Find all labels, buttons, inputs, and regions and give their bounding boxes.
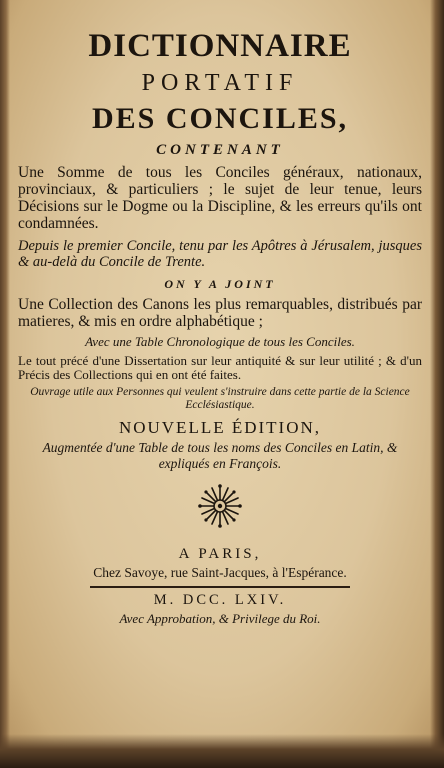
imprint-privilege: Avec Approbation, & Privilege du Roi. — [119, 611, 321, 626]
description-paragraph: Une Somme de tous les Conciles généraux, nationaux, provinciaux, & particuliers ; le sujet de leur tenue, leurs Décisions sur le Dogme ou la Discipline, & les erreurs qu'ils ont condamnées. — [18, 164, 422, 232]
page-bottom-shadow — [0, 734, 444, 768]
nouvelle-edition-heading: NOUVELLE ÉDITION, — [118, 418, 322, 437]
title-page-content — [18, 26, 422, 628]
imprint-date: M. DCC. LXIV. — [153, 592, 287, 608]
subtitle-portatif: PORTATIF — [141, 70, 299, 96]
contenant-heading: CONTENANT — [156, 142, 284, 158]
main-title: DICTIONNAIRE — [88, 28, 352, 64]
page-right-edge — [430, 0, 444, 768]
le-tout-paragraph: Le tout précé d'une Dissertation sur leur antiquité & sur leur utilité ; & d'un Précis des Collections qui en ont été faites. — [18, 353, 422, 382]
floral-fleuron-icon — [196, 482, 244, 530]
page-left-edge — [0, 0, 10, 768]
subtitle-des-conciles: DES CONCILES, — [91, 102, 349, 135]
depuis-paragraph: Depuis le premier Concile, tenu par les Apôtres à Jérusalem, jusques & au-delà du Concile de Trente. — [18, 238, 422, 270]
on-y-a-joint-heading: ON Y A JOINT — [164, 277, 276, 291]
imprint-city: A PARIS, — [178, 546, 262, 562]
augmentee-paragraph: Augmentée d'une Table de tous les noms des Conciles en Latin, & expliqués en François. — [42, 440, 398, 471]
table-chronologique-line: Avec une Table Chronologique de tous les Conciles. — [85, 334, 355, 349]
imprint-publisher: Chez Savoye, rue Saint-Jacques, à l'Espérance. — [93, 565, 347, 580]
imprint-rule — [90, 586, 350, 588]
ouvrage-paragraph: Ouvrage utile aux Personnes qui veulent s'instruire dans cette partie de la Science Ecclésiastique. — [30, 386, 410, 411]
collection-paragraph: Une Collection des Canons les plus remarquables, distribués par matieres, & mis en ordre alphabétique ; — [18, 296, 422, 330]
